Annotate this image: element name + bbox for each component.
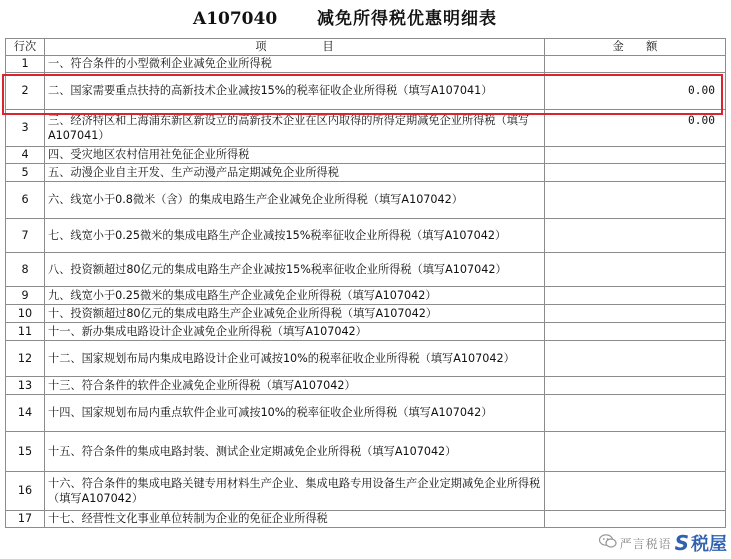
row-item: 十、投资额超过80亿元的集成电路生产企业减免企业所得税（填写A107042）	[45, 305, 545, 323]
table-row	[6, 287, 726, 305]
row-no: 4	[6, 147, 45, 164]
row-amount[interactable]	[545, 323, 726, 341]
row-amount[interactable]	[545, 219, 726, 253]
watermark	[599, 531, 727, 555]
row-no: 14	[6, 395, 45, 432]
row-no: 9	[6, 287, 45, 305]
table-row	[6, 253, 726, 287]
form-title	[0, 2, 731, 36]
row-no: 3	[6, 110, 45, 147]
row-no: 13	[6, 377, 45, 395]
table-row	[6, 395, 726, 432]
row-no: 6	[6, 182, 45, 219]
row-item: 五、动漫企业自主开发、生产动漫产品定期减免企业所得税	[45, 164, 545, 182]
row-amount[interactable]	[545, 511, 726, 528]
row-item: 十三、符合条件的软件企业减免企业所得税（填写A107042）	[45, 377, 545, 395]
row-item: 十二、国家规划布局内集成电路设计企业可减按10%的税率征收企业所得税（填写A107042）	[45, 341, 545, 377]
relief-table	[5, 38, 726, 528]
row-no: 7	[6, 219, 45, 253]
wechat-icon	[599, 534, 617, 553]
table-row	[6, 182, 726, 219]
form-name: 减免所得税优惠明细表	[317, 9, 497, 29]
row-item: 七、线宽小于0.25微米的集成电路生产企业减按15%税率征收企业所得税（填写A107042）	[45, 219, 545, 253]
row-item: 十七、经营性文化事业单位转制为企业的免征企业所得税	[45, 511, 545, 528]
header-amount: 金 额	[545, 39, 726, 56]
table-row	[6, 219, 726, 253]
row-no: 12	[6, 341, 45, 377]
row-no: 10	[6, 305, 45, 323]
table-row	[6, 432, 726, 472]
row-amount[interactable]	[545, 253, 726, 287]
row-amount[interactable]	[545, 164, 726, 182]
row-amount[interactable]	[545, 472, 726, 511]
logo-text: 税屋	[691, 534, 727, 555]
row-no: 17	[6, 511, 45, 528]
row-no: 8	[6, 253, 45, 287]
table-row	[6, 472, 726, 511]
row-amount[interactable]	[545, 341, 726, 377]
row-amount[interactable]: 0.00	[545, 73, 726, 110]
table-row	[6, 377, 726, 395]
row-amount[interactable]	[545, 432, 726, 472]
row-item: 十一、新办集成电路设计企业减免企业所得税（填写A107042）	[45, 323, 545, 341]
row-item: 四、受灾地区农村信用社免征企业所得税	[45, 147, 545, 164]
logo-letter: S	[674, 531, 689, 555]
row-item: 十五、符合条件的集成电路封装、测试企业定期减免企业所得税（填写A107042）	[45, 432, 545, 472]
table-row	[6, 110, 726, 147]
row-amount[interactable]	[545, 287, 726, 305]
row-item: 十四、国家规划布局内重点软件企业可减按10%的税率征收企业所得税（填写A107042）	[45, 395, 545, 432]
table-row	[6, 73, 726, 110]
shuiwu-logo	[675, 530, 727, 556]
row-amount[interactable]	[545, 182, 726, 219]
row-amount[interactable]	[545, 305, 726, 323]
row-amount[interactable]	[545, 395, 726, 432]
header-item: 项 目	[45, 39, 545, 56]
row-item: 六、线宽小于0.8微米（含）的集成电路生产企业减免企业所得税（填写A107042）	[45, 182, 545, 219]
table-row	[6, 511, 726, 528]
row-no: 5	[6, 164, 45, 182]
table-row	[6, 323, 726, 341]
form-code: A107040	[193, 9, 278, 29]
row-no: 16	[6, 472, 45, 511]
table-row	[6, 164, 726, 182]
header-line-no: 行次	[6, 39, 45, 56]
table-header-row	[6, 39, 726, 56]
table-row	[6, 305, 726, 323]
row-item: 二、国家需要重点扶持的高新技术企业减按15%的税率征收企业所得税（填写A107041）	[45, 73, 545, 110]
row-amount[interactable]	[545, 56, 726, 73]
table-row	[6, 56, 726, 73]
watermark-text: 严言税语	[619, 536, 672, 551]
table-row	[6, 341, 726, 377]
row-amount[interactable]	[545, 377, 726, 395]
row-item: 八、投资额超过80亿元的集成电路生产企业减按15%税率征收企业所得税（填写A107042）	[45, 253, 545, 287]
row-item: 十六、符合条件的集成电路关键专用材料生产企业、集成电路专用设备生产企业定期减免企业所得税（填写A107042）	[45, 472, 545, 511]
row-amount[interactable]	[545, 147, 726, 164]
row-no: 2	[6, 73, 45, 110]
row-amount[interactable]: 0.00	[545, 110, 726, 147]
row-no: 15	[6, 432, 45, 472]
row-no: 11	[6, 323, 45, 341]
row-item: 三、经济特区和上海浦东新区新设立的高新技术企业在区内取得的所得定期减免企业所得税（填写A107041）	[45, 110, 545, 147]
row-item: 九、线宽小于0.25微米的集成电路生产企业减免企业所得税（填写A107042）	[45, 287, 545, 305]
row-item: 一、符合条件的小型微利企业减免企业所得税	[45, 56, 545, 73]
table-row	[6, 147, 726, 164]
row-no: 1	[6, 56, 45, 73]
